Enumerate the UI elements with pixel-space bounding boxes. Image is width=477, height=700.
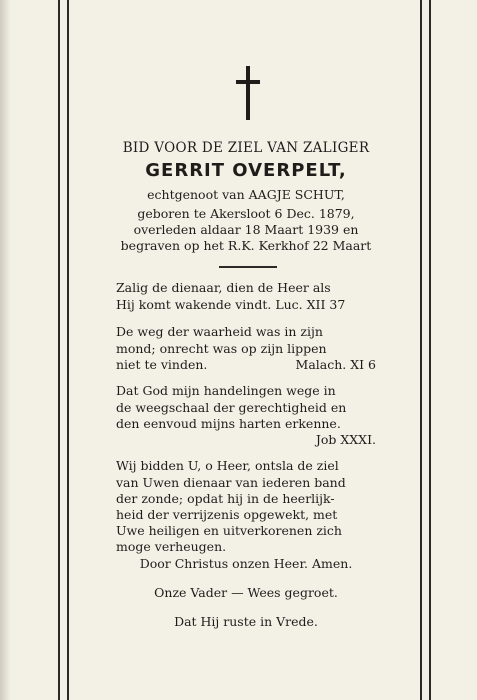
rest-in-peace-line: Dat Hij ruste in Vrede. <box>174 614 318 629</box>
heading-line: BID VOOR DE ZIEL VAN ZALIGER <box>122 140 370 156</box>
scan-edge <box>0 0 10 700</box>
verse-line: De weg der waarheid was in zijn <box>116 324 323 339</box>
verse-line: Zalig de dienaar, dien de Heer als <box>116 280 331 295</box>
verse-line: mond; onrecht was op zijn lippen <box>116 341 327 356</box>
verse-line: Dat God mijn handelingen wege in <box>116 383 336 398</box>
burial-line: begraven op het R.K. Kerkhof 22 Maart <box>120 238 372 253</box>
verse-reference: Malach. XI 6 <box>295 357 376 372</box>
verse-line: niet te vinden. <box>116 357 208 372</box>
prayer-line: van Uwen dienaar van iederen band <box>116 475 346 490</box>
right-border-line-outer <box>429 0 431 700</box>
verse-line: de weegschaal der gerechtigheid en <box>116 400 347 415</box>
verse-line: den eenvoud mijns harten erkenne. <box>116 416 341 431</box>
latin-cross-icon <box>236 66 260 120</box>
spouse-line: echtgenoot van AAGJE SCHUT, <box>147 187 345 202</box>
prayer-amen-line: Door Christus onzen Heer. Amen. <box>139 556 353 571</box>
prayer-line: moge verheugen. <box>116 539 227 554</box>
prayer-line: Wij bidden U, o Heer, ontsla de ziel <box>116 458 339 473</box>
prayer-line: heid der verrijzenis opgewekt, met <box>116 507 338 522</box>
left-border-line-outer <box>58 0 60 700</box>
separator-rule <box>219 266 277 268</box>
verse-reference: Job XXXI. <box>315 432 376 447</box>
verse-line: Hij komt wakende vindt. Luc. XII 37 <box>116 297 346 312</box>
deceased-name: GERRIT OVERPELT, <box>145 160 347 181</box>
left-border-line-inner <box>67 0 69 700</box>
right-border-line-inner <box>420 0 422 700</box>
birth-line: geboren te Akersloot 6 Dec. 1879, <box>137 206 355 221</box>
prayer-line: Uwe heiligen en uitverkorenen zich <box>116 523 342 538</box>
death-line: overleden aldaar 18 Maart 1939 en <box>133 222 359 237</box>
prayer-line: der zonde; opdat hij in de heerlijk- <box>116 491 335 506</box>
prayer-names-line: Onze Vader — Wees gegroet. <box>154 585 338 600</box>
